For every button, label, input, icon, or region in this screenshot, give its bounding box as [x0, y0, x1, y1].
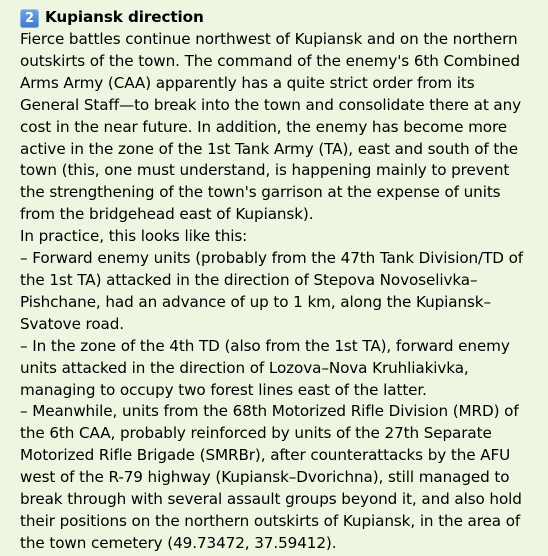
keycap-number-badge: 2 — [20, 9, 39, 28]
heading-title: Kupiansk direction — [45, 8, 204, 27]
message-heading — [20, 7, 536, 29]
paragraph-intro: Fierce battles continue northwest of Kupiansk and on the northern outskirts of the town. The command of the enemy's 6th Combined Arms Army (CAA) apparently has a quite strict order from its General Staff—to break into the town and consolidate there at any cost in the near future. In addition, the enemy has become more active in the zone of the 1st Tank Army (TA), east and south of the town (this, one must understand, is happening mainly to prevent the strengthening of the town's garrison at the expense of units from the bridgehead east of Kupiansk). — [20, 30, 522, 224]
paragraph-bullet-2: – In the zone of the 4th TD (also from the 1st TA), forward enemy units attacked in the direction of Lozova–Nova Kruhliakivka, managing to occupy two forest lines east of the latter. — [20, 336, 510, 399]
paragraph-bullet-3: – Meanwhile, units from the 68th Motorized Rifle Division (MRD) of the 6th CAA, probably reinforced by units of the 27th Separate Motorized Rifle Brigade (SMRBr), after counterattacks by the AFU west of the R-79 highway (Kupiansk–Dvorichna), still managed to break through with several assault groups beyond it, and also hold their positions on the northern outskirts of Kupiansk, in the area of the town cemetery (49.73472, 37.59412). — [20, 402, 522, 552]
paragraph-practice: In practice, this looks like this: — [20, 227, 248, 246]
paragraph-bullet-1: – Forward enemy units (probably from the 47th Tank Division/TD of the 1st TA) attacked in the direction of Stepova Novoselivka–Pishchane, had an advance of up to 1 km, along the Kupiansk–Svatove road. — [20, 249, 524, 333]
